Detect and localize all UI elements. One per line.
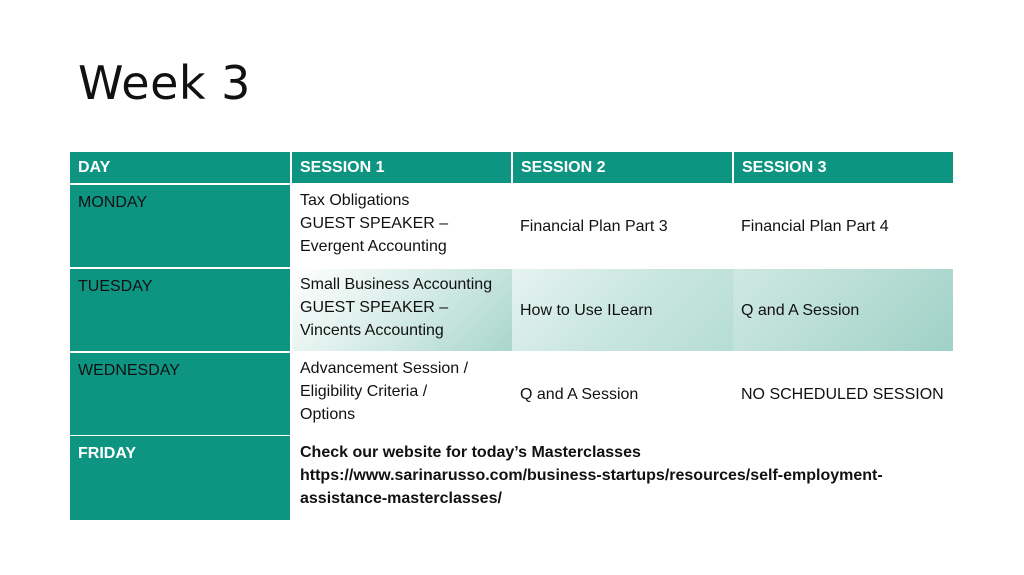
session-line: Tax Obligations <box>300 192 410 209</box>
masterclass-url-continued: assistance-masterclasses/ <box>300 490 502 507</box>
day-cell: WEDNESDAY <box>70 352 291 436</box>
table-row-tuesday <box>70 268 953 352</box>
friday-table <box>70 436 953 520</box>
session-2-cell: Financial Plan Part 3 <box>512 184 733 268</box>
table-header-row <box>70 152 953 184</box>
session-line: Small Business Accounting <box>300 276 493 293</box>
header-session-1: SESSION 1 <box>291 152 512 184</box>
day-cell: FRIDAY <box>70 436 291 520</box>
session-2-cell: Q and A Session <box>512 352 733 436</box>
session-3-cell: Q and A Session <box>733 268 953 352</box>
masterclass-info <box>291 436 953 520</box>
header-day: DAY <box>70 152 291 184</box>
header-session-2: SESSION 2 <box>512 152 733 184</box>
session-line: GUEST SPEAKER – <box>300 215 449 232</box>
session-line: Advancement Session / <box>300 360 469 377</box>
session-line: GUEST SPEAKER – <box>300 299 449 316</box>
session-3-cell: NO SCHEDULED SESSION <box>733 352 953 436</box>
session-line: Evergent Accounting <box>300 238 447 255</box>
table-row-friday <box>70 436 953 520</box>
session-1-cell <box>291 352 512 436</box>
session-1-cell <box>291 268 512 352</box>
table-row-wednesday <box>70 352 953 436</box>
session-3-cell: Financial Plan Part 4 <box>733 184 953 268</box>
schedule-table <box>70 152 953 437</box>
masterclass-url: https://www.sarinarusso.com/business-startups/resources/self-employment- <box>300 467 883 484</box>
session-line: Options <box>300 406 356 423</box>
header-session-3: SESSION 3 <box>733 152 953 184</box>
session-2-cell: How to Use ILearn <box>512 268 733 352</box>
session-line: Vincents Accounting <box>300 322 444 339</box>
slide-title: Week 3 <box>78 56 251 110</box>
session-1-cell <box>291 184 512 268</box>
table-row-monday <box>70 184 953 268</box>
day-cell: TUESDAY <box>70 268 291 352</box>
masterclass-heading: Check our website for today’s Masterclasses <box>300 444 641 461</box>
session-line: Eligibility Criteria / <box>300 383 428 400</box>
day-cell: MONDAY <box>70 184 291 268</box>
